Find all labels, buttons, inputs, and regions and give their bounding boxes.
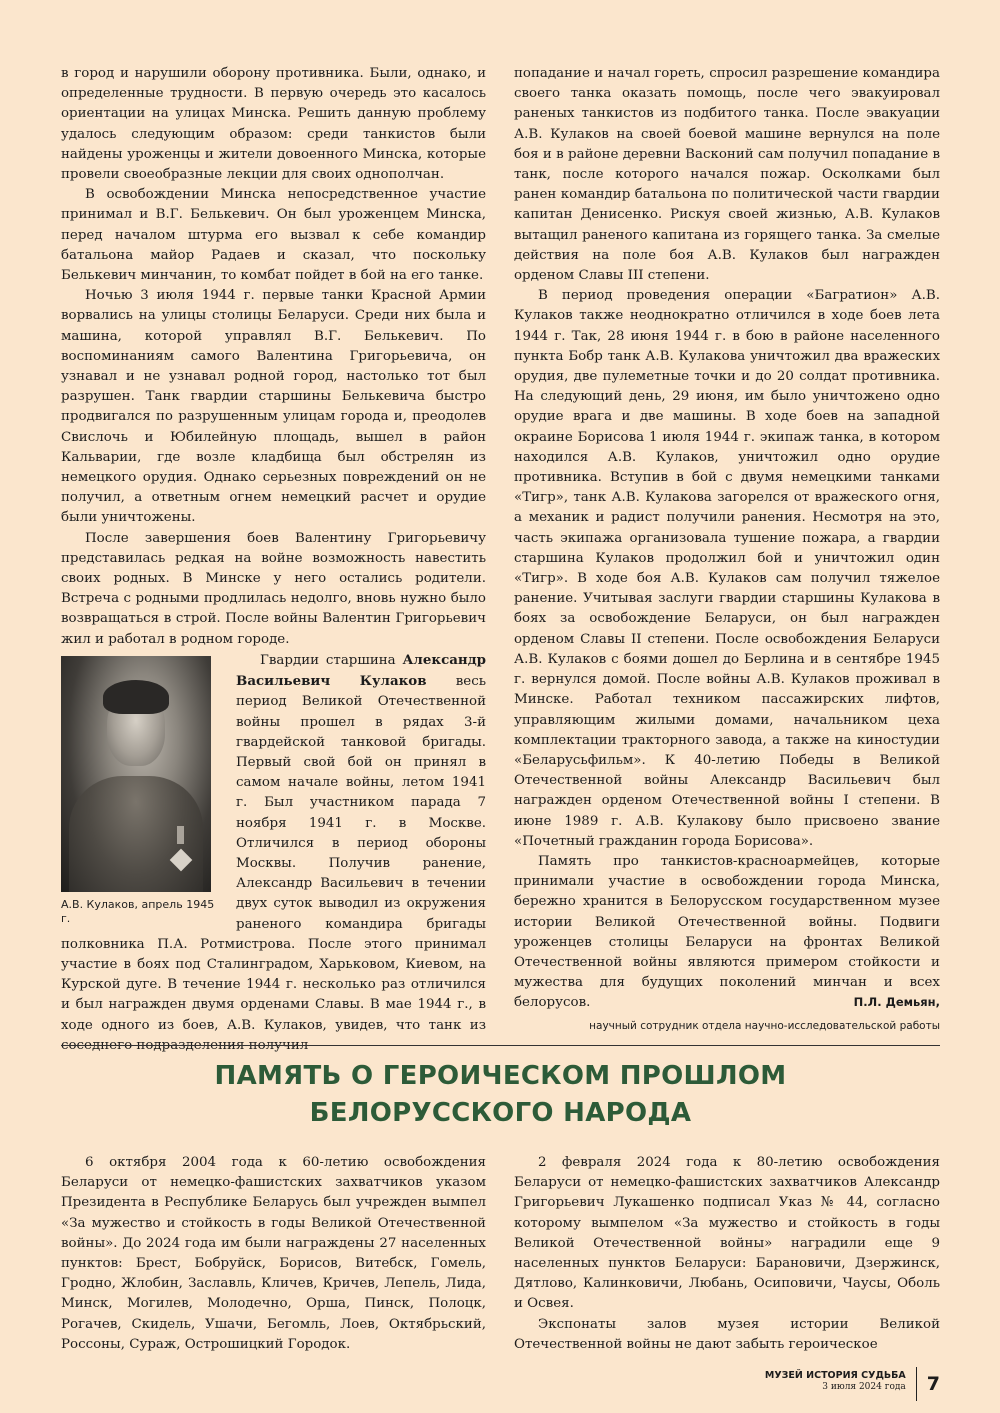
kulakov-name: Александр Васильевич Кулаков [236, 651, 486, 690]
kulakov-prefix: Гвардии старшина [260, 652, 403, 668]
paragraph: Память про танкистов-красноармейцев, которые принимали участие в освобождении города Минска, бережно хранится в Белорусском государственном музее истории Великой Отечественной войны. Подвиги уроженцев столицы Беларуси на фронтах Великой Отечественной войны являются примером стойкости и мужества для будущих поколений минчан и всех белорусов. [514, 853, 940, 1011]
paragraph: После завершения боев Валентину Григорьевичу представилась редкая на войне возможность навестить своих родных. В Минске у него остались родители. Встреча с родными продлилась недолго, вновь нужно было возвращаться в строй. После войны Валентин Григорьевич жил и работал в родном городе. [61, 530, 486, 647]
article2-right-column [514, 1153, 940, 1355]
photo-caption: А.В. Кулаков, апрель 1945 г. [61, 897, 215, 925]
paragraph: В освобождении Минска непосредственное участие принимал и В.Г. Белькевич. Он был уроженцем Минска, перед началом штурма его вызвал к себе командир батальона майор Радаев и сказал, что поскольку Белькевич минчанин, то комбат пойдет в бой на его танке. [61, 187, 486, 284]
paragraph: в город и нарушили оборону противника. Были, однако, и определенные трудности. В первую очередь это касалось ориентации на улицах Минска. Решить данную проблему удалось следующим образом: среди танкистов были найдены уроженцы и жители довоенного Минска, которые провели своеобразные лекции для своих однополчан. [61, 66, 486, 183]
portrait-photo [61, 656, 211, 892]
section-divider [61, 1045, 940, 1046]
paragraph: Ночью 3 июля 1944 г. первые танки Красной Армии ворвались на улицы столицы Беларуси. Среди них была и машина, которой управлял В.Г. Белькевич. По воспоминаниям самого Валентина Григорьевича, он узнавал и не узнавал родной город, настолько тот был разрушен. Танк гвардии старшины Белькевича быстро продвигался по разрушенным улицам города и, преодолев Свислочь и Юбилейную площадь, вышел в район Кальварии, где возле кладбища был обстрелян из немецкого орудия. Однако серьезных повреждений он не получил, а ответным огнем немецкий расчет и орудие были уничтожены. [61, 288, 486, 526]
headline-line-2: БЕЛОРУССКОГО НАРОДА [309, 1098, 692, 1128]
author-role: научный сотрудник отдела научно-исследовательской работы [589, 1020, 940, 1032]
paragraph: попадание и начал гореть, спросил разрешение командира своего танка оказать помощь, после чего эвакуировал раненых танкистов из подбитого танка. После эвакуации А.В. Кулаков на своей боевой машине вернулся на поле боя и в районе деревни Васконий сам получил попадание в танк, после которого начался пожар. Осколками был ранен командир батальона по политической части гвардии капитан Денисенко. Рискуя своей жизнью, А.В. Кулаков вытащил раненого капитана из горящего танка. За смелые действия на поле боя А.В. Кулаков был награжден орденом Славы III степени. [514, 66, 940, 284]
article2-left-column [61, 1153, 486, 1355]
article-left-column [61, 64, 486, 1056]
page-number: 7 [926, 1373, 940, 1395]
paragraph: Экспонаты залов музея истории Великой Отечественной войны не дают забыть героическое [514, 1316, 940, 1352]
publication-info [765, 1367, 917, 1401]
article-right-column [514, 64, 940, 1014]
paragraph: 6 октября 2004 года к 60-летию освобождения Беларуси от немецко-фашистских захватчиков указом Президента в Республике Беларусь был учрежден вымпел «За мужество и стойкость в годы Великой Отечественной войны». До 2024 года им были награждены 27 населенных пунктов: Брест, Бобруйск, Борисов, Витебск, Гомель, Гродно, Жлобин, Заславль, Кличев, Кричев, Лепель, Лида, Минск, Могилев, Молодечно, Орша, Пинск, Полоцк, Рогачев, Скидель, Ушачи, Бегомль, Лоев, Октябрьский, Россоны, Сураж, Острошицкий Городок. [61, 1155, 486, 1352]
kulakov-text: весь период Великой Отечественной войны прошел в рядах 3-й гвардейской танковой бригады. Первый свой бой он принял в самом начале войны, летом 1941 г. Был участником парада 7 ноября 1941 г. в Москве. Отличился в период обороны Москвы. Получив ранение, Александр Васильевич в течении двух суток выводил из окружения раненого командира бригады полковника П.А. Ротмистрова. После этого принимал участие в боях под Сталинградом, Харьковом, Киевом, на Курской дуге. В течение 1944 г. несколько раз отличился и был награжден двумя орденами Славы. В мае 1944 г., в ходе одного из боев, А.В. Кулаков, увидев, что танк из соседнего подразделения получил [61, 674, 486, 1053]
author-name: П.Л. Демьян, [853, 995, 940, 1009]
portrait-figure [61, 656, 216, 926]
paragraph: 2 февраля 2024 года к 80-летию освобождения Беларуси от немецко-фашистских захватчиков Александр Григорьевич Лукашенко подписал Указ № 44, согласно которому вымпелом «За мужество и стойкость в годы Великой Отечественной войны» наградили еще 9 населенных пунктов Беларуси: Барановичи, Дзержинск, Дятлово, Калинковичи, Любань, Осиповичи, Чаусы, Оболь и Освея. [514, 1155, 940, 1312]
headline-line-1: ПАМЯТЬ О ГЕРОИЧЕСКОМ ПРОШЛОМ [214, 1061, 787, 1091]
author-signature [589, 994, 940, 1034]
article-headline [61, 1058, 940, 1132]
publication-title: МУЗЕЙ ИСТОРИЯ СУДЬБА [764, 1370, 906, 1381]
publication-date: 3 июля 2024 года [822, 1382, 906, 1392]
page-footer [765, 1367, 940, 1401]
paragraph: В период проведения операции «Багратион» А.В. Кулаков также неоднократно отличился в ходе боев лета 1944 г. Так, 28 июня 1944 г. в бою в районе населенного пункта Бобр танк А.В. Кулакова уничтожил два вражеских орудия, две пулеметные точки и до 20 солдат противника. На следующий день, 29 июня, им было уничтожено одно орудие врага и две машины. В ходе боев на западной окраине Борисова 1 июля 1944 г. экипаж танка, в котором находился А.В. Кулаков, уничтожил одно орудие противника. Вступив в бой с двумя немецкими танками «Тигр», танк А.В. Кулакова загорелся от вражеского огня, а механик и радист получили ранения. Несмотря на это, часть экипажа организовала тушение пожара, а гвардии старшина Кулаков продолжил бой и уничтожил один «Тигр». В ходе боя А.В. Кулаков сам получил тяжелое ранение. Учитывая заслуги гвардии старшины Кулакова в боях за освобождение Беларуси, он был награжден орденом Славы II степени. После освобождения Беларуси А.В. Кулаков с боями дошел до Берлина и в сентябре 1945 г. вернулся домой. После войны А.В. Кулаков проживал в Минске. Работал техником пассажирских лифтов, управляющим жилыми домами, начальником цеха комплектации тракторного завода, а также на киностудии «Беларусьфильм». К 40-летию Победы в Великой Отечественной войны Александр Васильевич был награжден орденом Отечественной войны I степени. В июне 1989 г. А.В. Кулакову было присвоено звание «Почетный гражданин города Борисова». [514, 288, 940, 849]
